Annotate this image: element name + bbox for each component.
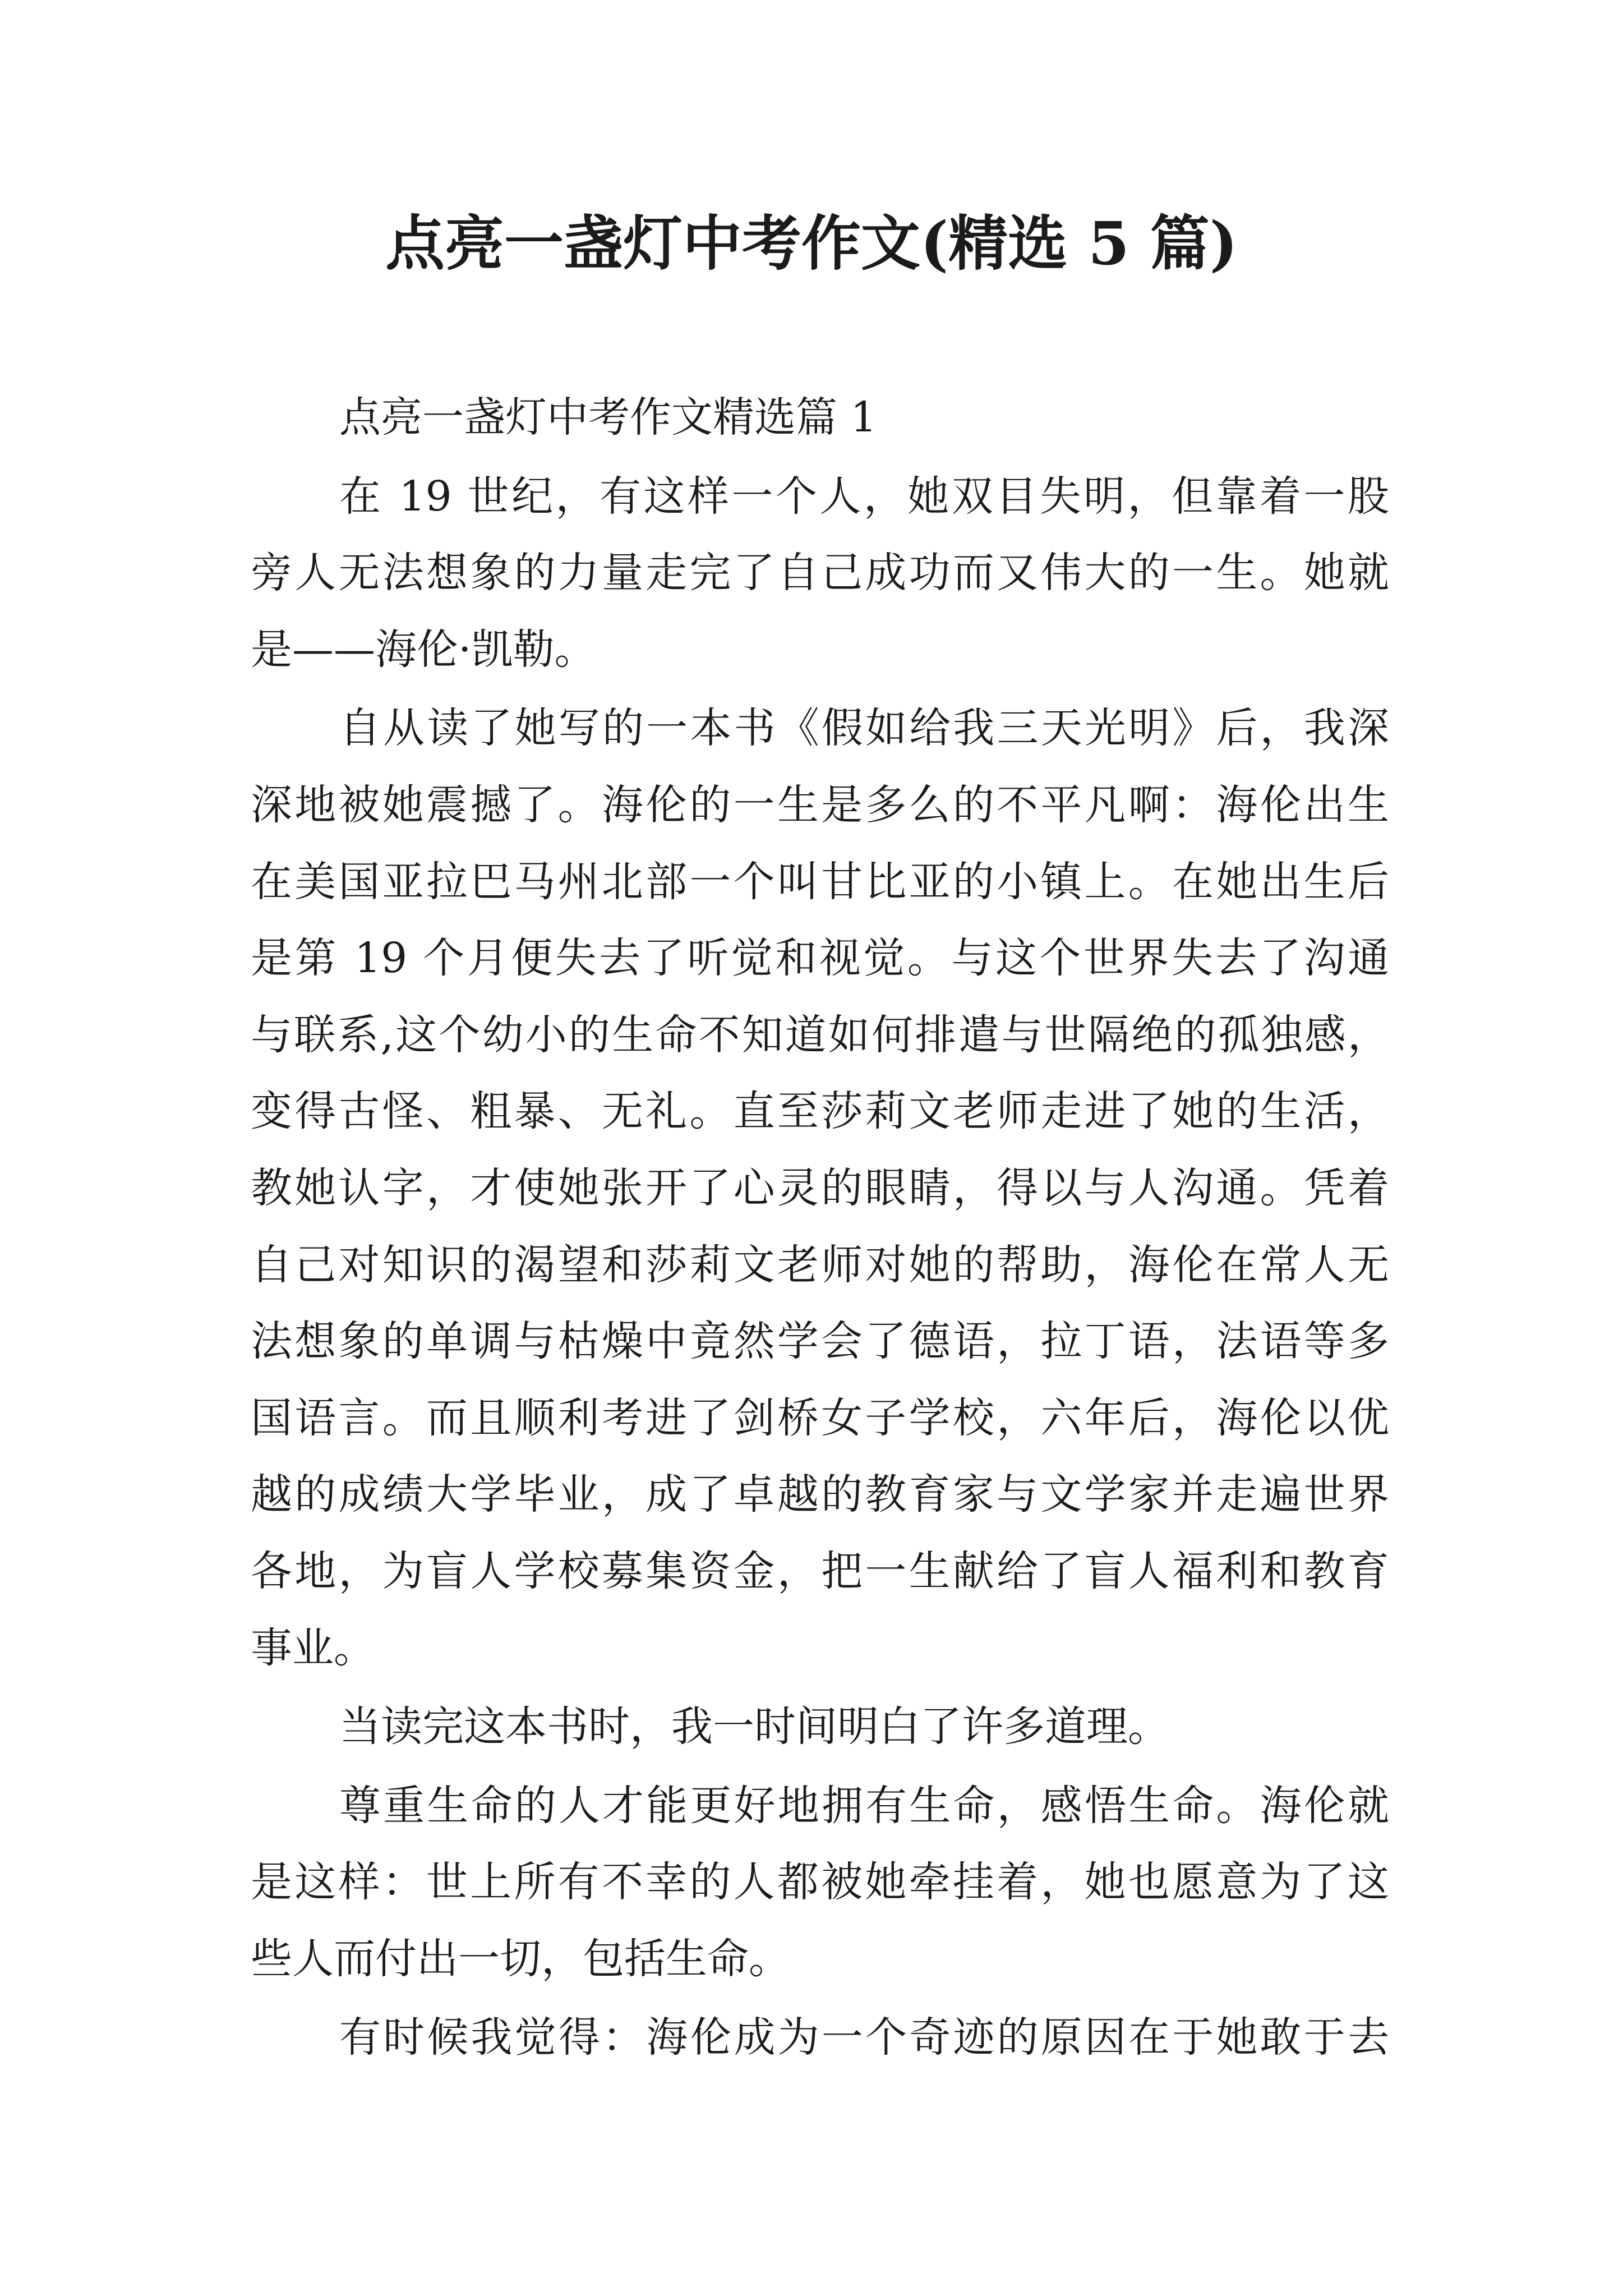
text-line: 深地被她震撼了。海伦的一生是多么的不平凡啊：海伦出生	[251, 780, 1389, 829]
paragraph	[251, 1768, 1389, 1998]
text-line: 法想象的单调与枯燥中竟然学会了德语，拉丁语，法语等多	[251, 1317, 1389, 1366]
text-line: 国语言。而且顺利考进了剑桥女子学校，六年后，海伦以优	[251, 1393, 1389, 1442]
text-line: 是第 19 个月便失去了听觉和视觉。与这个世界失去了沟通	[251, 934, 1389, 983]
text-line: 事业。	[251, 1623, 375, 1672]
paragraph	[251, 458, 1389, 688]
text-line: 教她认字，才使她张开了心灵的眼睛，得以与人沟通。凭着	[251, 1163, 1389, 1212]
text-line: 些人而付出一切，包括生命。	[251, 1934, 790, 1983]
text-line: 各地，为盲人学校募集资金，把一生献给了盲人福利和教育	[251, 1547, 1389, 1595]
section-heading: 点亮一盏灯中考作文精选篇 1	[339, 393, 877, 441]
paragraph	[251, 1688, 1389, 1765]
text-line: 是这样：世上所有不幸的人都被她牵挂着，她也愿意为了这	[251, 1858, 1389, 1907]
text-line: 当读完这本书时，我一时间明白了许多道理。	[339, 1703, 1169, 1751]
text-line: 在美国亚拉巴马州北部一个叫甘比亚的小镇上。在她出生后	[251, 857, 1389, 906]
paragraph	[251, 690, 1389, 1686]
paragraph	[251, 1999, 1389, 2076]
text-line: 在 19 世纪，有这样一个人，她双目失明，但靠着一股	[339, 472, 1389, 521]
text-line: 旁人无法想象的力量走完了自己成功而又伟大的一生。她就	[251, 549, 1389, 597]
text-line: 尊重生命的人才能更好地拥有生命，感悟生命。海伦就	[339, 1781, 1389, 1830]
text-line: 有时候我觉得：海伦成为一个奇迹的原因在于她敢于去	[339, 2013, 1389, 2062]
text-line: 越的成绩大学毕业，成了卓越的教育家与文学家并走遍世界	[251, 1470, 1389, 1519]
document-title: 点亮一盏灯中考作文(精选 5 篇)	[385, 208, 1238, 278]
text-line: 自从读了她写的一本书《假如给我三天光明》后，我深	[339, 704, 1389, 753]
text-line: 自己对知识的渴望和莎莉文老师对她的帮助，海伦在常人无	[251, 1240, 1389, 1289]
document-body	[251, 379, 1389, 2076]
text-line: 变得古怪、粗暴、无礼。直至莎莉文老师走进了她的生活，	[251, 1087, 1389, 1136]
text-line: 与联系,这个幼小的生命不知道如何排遣与世隔绝的孤独感，	[251, 1010, 1389, 1059]
text-line: 是——海伦·凯勒。	[251, 625, 596, 674]
